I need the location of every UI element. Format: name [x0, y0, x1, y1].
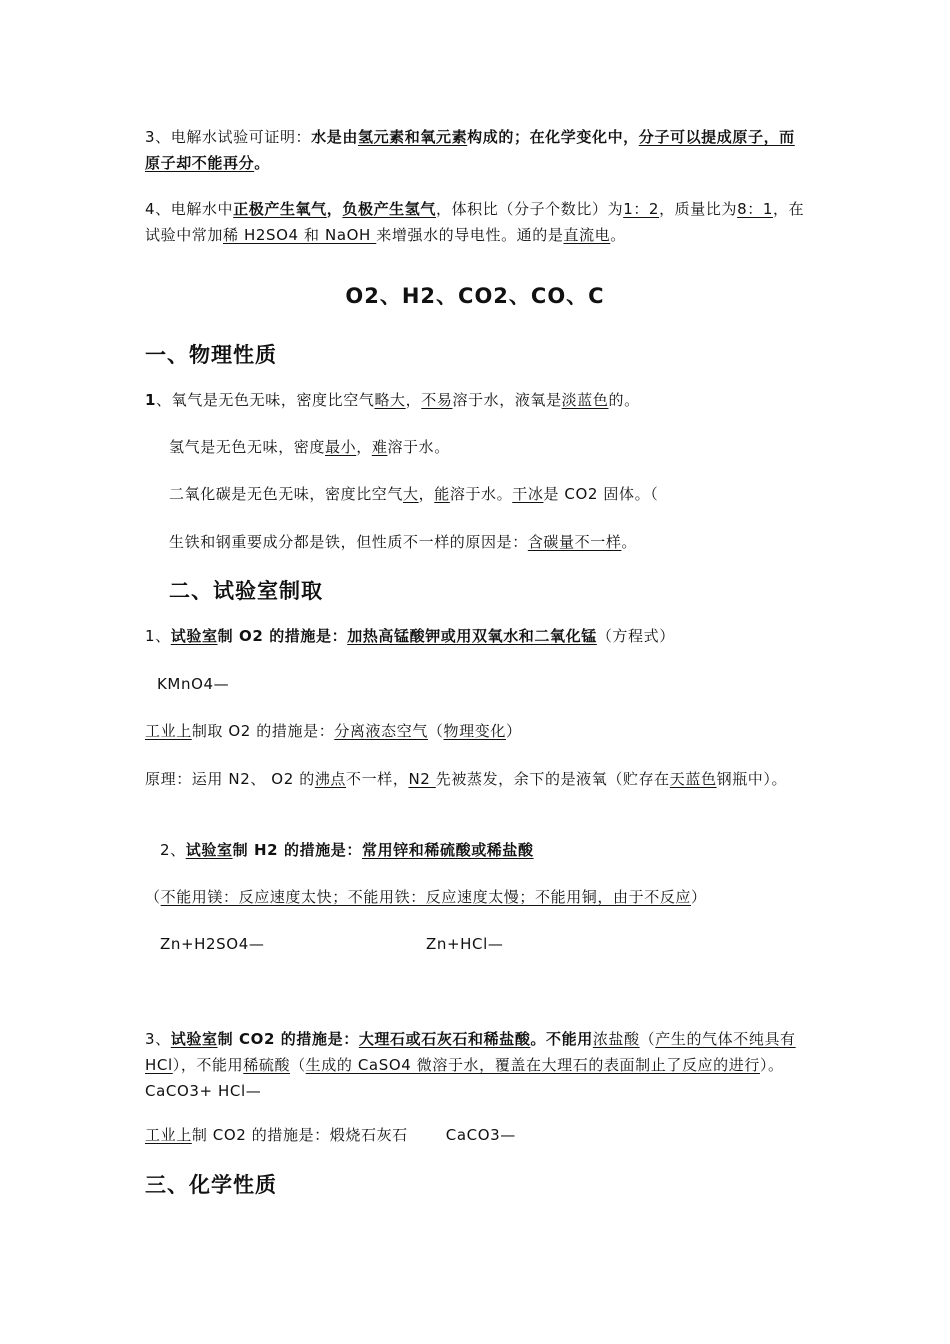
equation-zn-hcl: Zn+HCl— — [426, 935, 504, 953]
paragraph-iron-steel: 生铁和钢重要成分都是铁，但性质不一样的原因是：含碳量不一样。 — [169, 533, 638, 551]
paragraph-electrolysis-proof: 3、电解水试验可证明：水是由氢元素和氧元素构成的；在化学变化中，分子可以提成原子，而原子却不能再分。 — [145, 128, 795, 172]
equation-kmno4: KMnO4— — [157, 675, 230, 693]
paragraph-electrolysis-electrodes: 4、电解水中正极产生氧气，负极产生氢气，体积比（分子个数比）为1：2，质量比为8：1，在试验中常加稀 H2SO4 和 NaOH 来增强水的导电性。通的是直流电。 — [145, 200, 805, 244]
paragraph-hydrogen-physical: 氢气是无色无味，密度最小，难溶于水。 — [169, 438, 450, 456]
paragraph-lab-co2: 3、试验室制 CO2 的措施是：大理石或石灰石和稀盐酸。不能用浓盐酸（产生的气体不纯具有 HCl），不能用稀硫酸（生成的 CaSO4 微溶于水，覆盖在大理石的表面制止了反应的进行）。 CaCO3+ HCl— — [145, 1030, 796, 1100]
paragraph-principle: 原理：运用 N2、 O2 的沸点不一样，N2 先被蒸发，余下的是液氧（贮存在天蓝色钢瓶中）。 — [145, 770, 788, 788]
heading-physical-properties: 一、物理性质 — [145, 343, 277, 367]
paragraph-oxygen-physical: 1、氧气是无色无味，密度比空气略大，不易溶于水，液氧是淡蓝色的。 — [145, 391, 640, 409]
paragraph-industrial-co2: 工业上制 CO2 的措施是：煅烧石灰石 CaCO3— — [145, 1126, 516, 1144]
paragraph-h2-note: （不能用镁：反应速度太快；不能用铁：反应速度太慢；不能用铜，由于不反应） — [145, 888, 707, 906]
section-title: O2、H2、CO2、CO、C — [345, 284, 605, 308]
paragraph-co2-physical: 二氧化碳是无色无味，密度比空气大，能溶于水。干冰是 CO2 固体。（ — [169, 485, 659, 503]
paragraph-lab-o2: 1、试验室制 O2 的措施是：加热高锰酸钾或用双氧水和二氧化锰（方程式） — [145, 627, 675, 645]
paragraph-industrial-o2: 工业上制取 O2 的措施是：分离液态空气（物理变化） — [145, 722, 522, 740]
heading-lab-preparation: 二、试验室制取 — [169, 579, 323, 603]
equation-zn-h2so4: Zn+H2SO4— — [160, 935, 265, 953]
heading-chemical-properties: 三、化学性质 — [145, 1173, 277, 1197]
paragraph-lab-h2: 2、试验室制 H2 的措施是：常用锌和稀硫酸或稀盐酸 — [160, 841, 534, 859]
